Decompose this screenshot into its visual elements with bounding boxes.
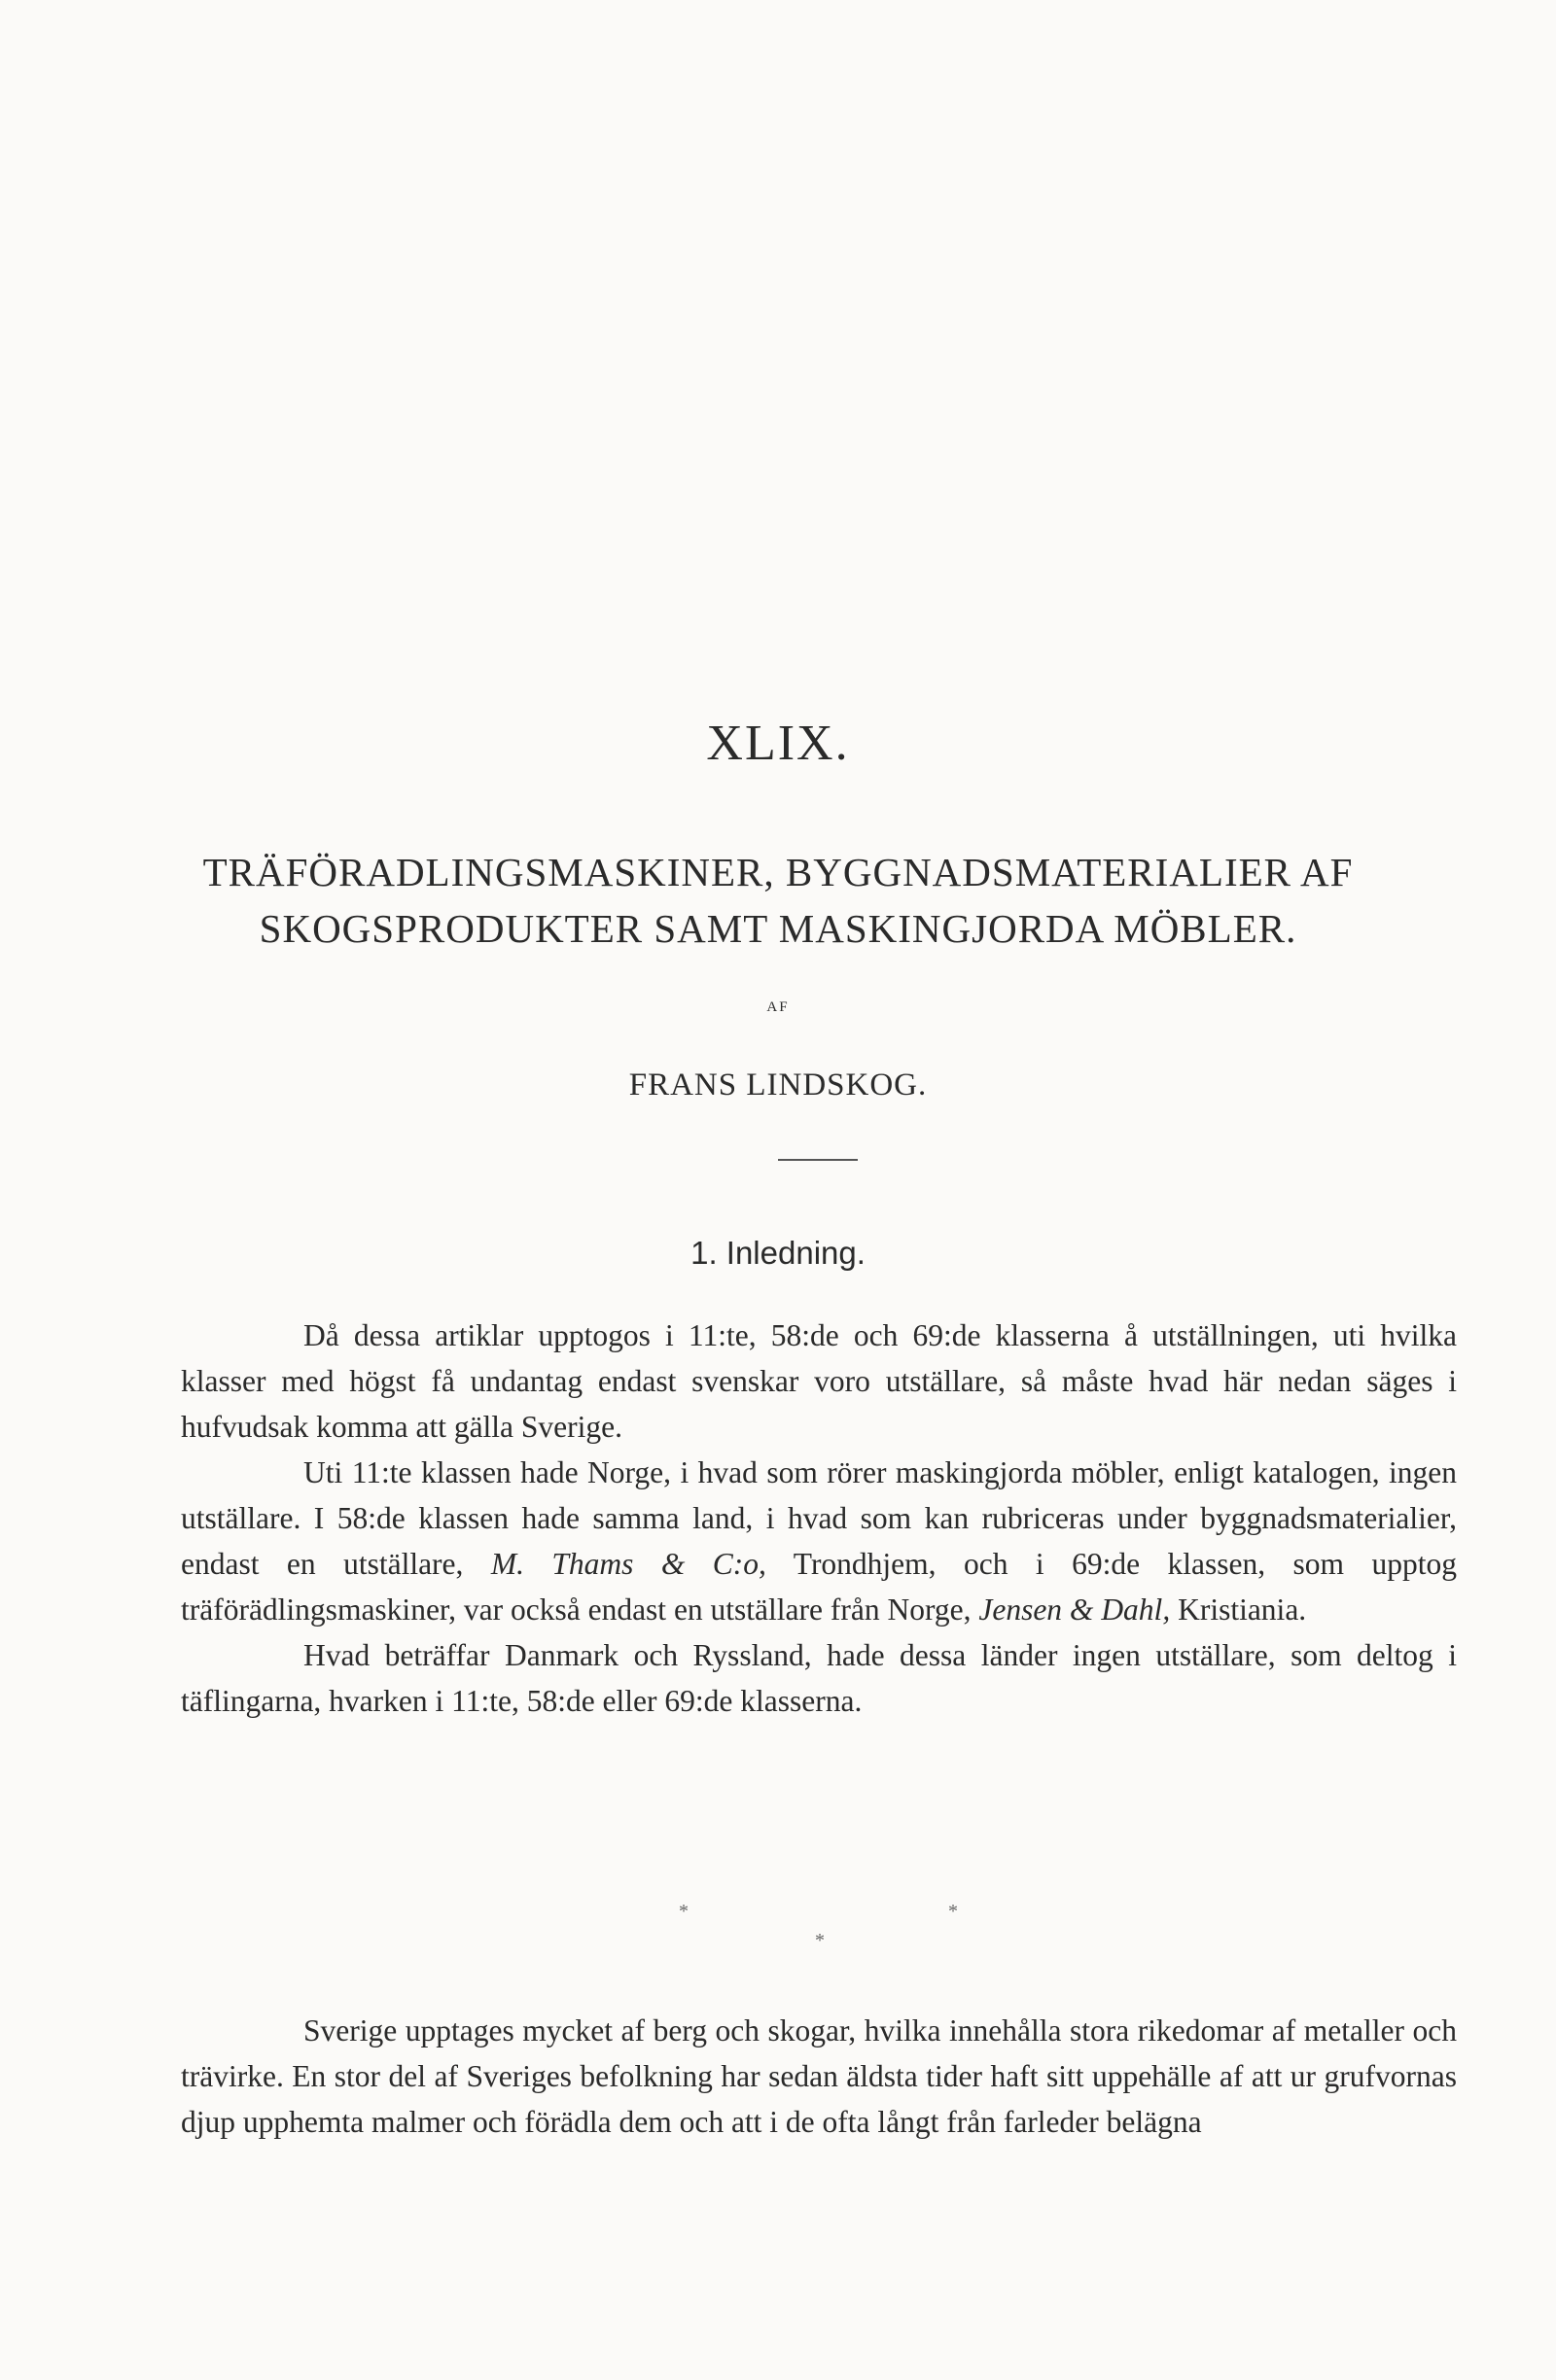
author-name: FRANS LINDSKOG. <box>628 1068 928 1102</box>
asterisk-glyph: * <box>815 1930 825 1951</box>
paragraph-text: Då dessa artiklar upptogos i 11:te, 58:de och 69:de klasserna å utställningen, uti hvilka klasser med högst få undantag endast svenskar voro utställare, så måste hvad här nedan säges i hufvudsak komma att gälla Sverige. <box>181 1318 1457 1444</box>
byline-af: AF <box>766 999 790 1015</box>
paragraph-3 <box>181 1632 1457 1724</box>
horizontal-rule <box>778 1159 858 1161</box>
exhibitor-name: M. Thams & C:o, <box>490 1547 766 1581</box>
chapter-number: XLIX. <box>706 716 850 771</box>
asterisk-glyph: * <box>948 1901 958 1922</box>
paragraph-4: Sverige upptages mycket af berg och skogar, hvilka innehålla stora rikedomar af metaller och trävirke. En stor del af Sveriges befolkning har sedan äldsta tider haft sitt uppehälle af att ur grufvornas djup upphemta malmer och förädla dem och att i de ofta långt från farleder belägna <box>181 2013 1457 2139</box>
paragraph-1 <box>181 1312 1457 1450</box>
asterisk-glyph: * <box>679 1901 689 1922</box>
chapter-title-line-1: TRÄFÖRADLINGSMASKINER, BYGGNADSMATERIALIER AF <box>202 850 1354 894</box>
paragraph-text: Uti 11:te klassen hade Norge, i hvad som rörer maskingjorda möbler, enligt katalogen, ingen utställare. I 58:de klassen hade samma land, i hvad som kan rubriceras under byggnadsmaterialier, endast en utställare, <box>181 1455 1457 1581</box>
section-heading: 1. Inledning. <box>690 1235 866 1271</box>
paragraph-text: Hvad beträffar Danmark och Ryssland, hade dessa länder ingen utställare, som deltog i täflingarna, hvarken i 11:te, 58:de eller 69:de klasserna. <box>181 1638 1457 1718</box>
exhibitor-name: Jensen & Dahl, <box>978 1592 1171 1627</box>
chapter-title <box>136 844 1420 957</box>
paragraph-text: Kristiania. <box>1170 1592 1307 1627</box>
body-text-sweden <box>181 2008 1457 2145</box>
paragraph-2 <box>181 1450 1457 1632</box>
paragraph-text: Trondhjem, och i 69:de klassen, som upptog träförädlingsmaskiner, var också endast en utställare från Norge, <box>181 1547 1457 1627</box>
body-text-intro <box>181 1312 1457 1724</box>
chapter-title-line-2: SKOGSPRODUKTER SAMT MASKINGJORDA MÖBLER. <box>259 906 1297 951</box>
section-separator <box>0 1901 1556 1969</box>
